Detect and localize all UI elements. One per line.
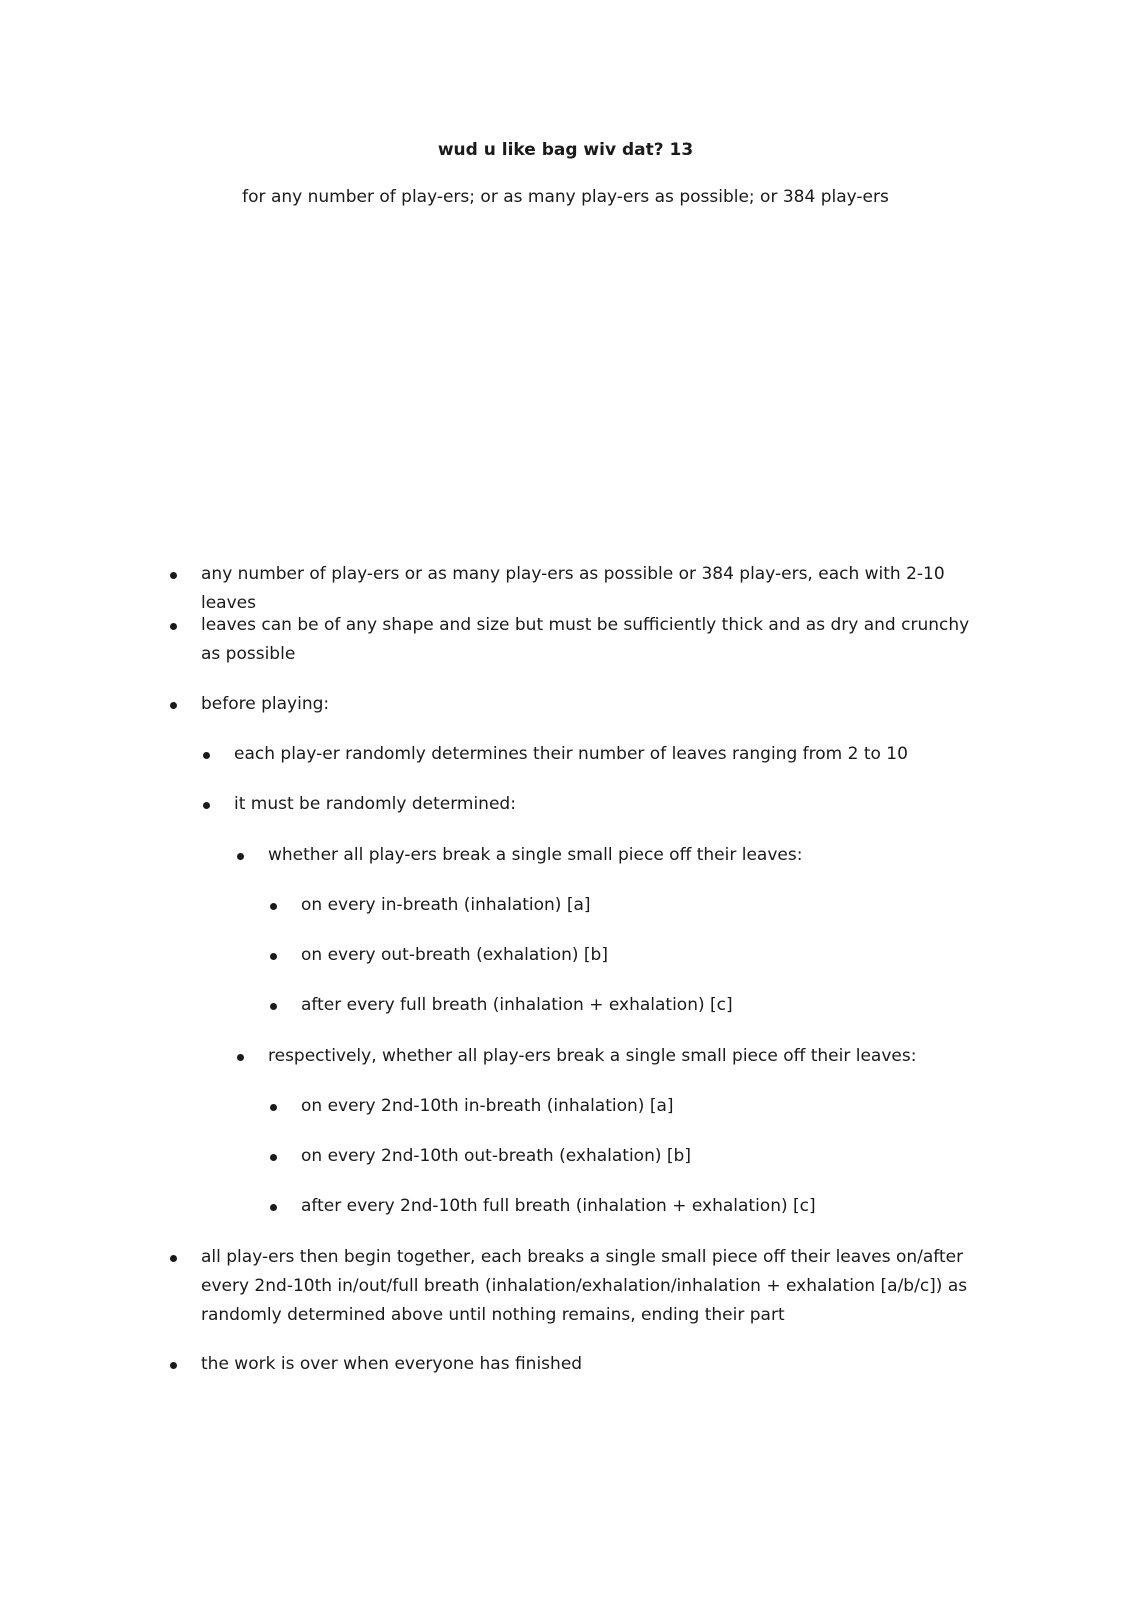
bullet-icon	[270, 1204, 277, 1211]
list-item	[234, 740, 1034, 769]
list-item	[201, 1350, 1001, 1379]
list-item	[201, 1243, 971, 1330]
list-item-text: on every in-breath (inhalation) [a]	[301, 895, 591, 915]
list-item-text: after every 2nd-10th full breath (inhalation + exhalation) [c]	[301, 1196, 816, 1216]
list-item	[301, 1142, 1061, 1171]
bullet-icon	[170, 1255, 177, 1262]
bullet-icon	[203, 802, 210, 809]
bullet-icon	[170, 623, 177, 630]
bullet-icon	[170, 702, 177, 709]
list-item-text: whether all play-ers break a single small piece off their leaves:	[268, 845, 803, 865]
list-item	[301, 941, 1061, 970]
bullet-icon	[270, 1003, 277, 1010]
list-item-text: it must be randomly determined:	[234, 794, 516, 814]
list-item	[201, 560, 1001, 618]
bullet-icon	[170, 572, 177, 579]
list-item-text: all play-ers then begin together, each breaks a single small piece off their leaves on/after every 2nd-10th in/out/full breath (inhalation/exhalation/inhalation + exhalation [a/b/c]) as randomly determined above until nothing remains, ending their part	[201, 1247, 968, 1325]
list-item	[268, 1042, 1068, 1071]
list-item-text: each play-er randomly determines their number of leaves ranging from 2 to 10	[234, 744, 908, 764]
list-item-text: before playing:	[201, 694, 330, 714]
document-title: wud u like bag wiv dat? 13	[437, 140, 694, 160]
list-item-text: the work is over when everyone has finished	[201, 1354, 583, 1374]
list-item	[301, 1192, 1061, 1221]
bullet-icon	[237, 1054, 244, 1061]
bullet-icon	[270, 1154, 277, 1161]
list-item-text: any number of play-ers or as many play-ers as possible or 384 play-ers, each with 2-10 leaves	[201, 564, 945, 613]
list-item	[301, 1092, 1061, 1121]
bullet-icon	[237, 853, 244, 860]
list-item-text: on every 2nd-10th in-breath (inhalation) [a]	[301, 1096, 674, 1116]
list-item	[201, 611, 971, 669]
list-item-text: on every 2nd-10th out-breath (exhalation) [b]	[301, 1146, 691, 1166]
list-item-text: after every full breath (inhalation + exhalation) [c]	[301, 995, 733, 1015]
bullet-icon	[270, 903, 277, 910]
list-item-text: respectively, whether all play-ers break a single small piece off their leaves:	[268, 1046, 917, 1066]
document-subtitle: for any number of play-ers; or as many play-ers as possible; or 384 play-ers	[242, 187, 889, 207]
list-item	[301, 891, 1061, 920]
list-item-text: on every out-breath (exhalation) [b]	[301, 945, 608, 965]
list-item	[201, 690, 1001, 719]
list-item-text: leaves can be of any shape and size but must be sufficiently thick and as dry and crunchy as possible	[201, 615, 970, 664]
list-item	[268, 841, 1068, 870]
list-item	[234, 790, 1034, 819]
list-item	[301, 991, 1061, 1020]
bullet-icon	[270, 953, 277, 960]
bullet-icon	[203, 752, 210, 759]
bullet-icon	[270, 1104, 277, 1111]
bullet-icon	[170, 1362, 177, 1369]
